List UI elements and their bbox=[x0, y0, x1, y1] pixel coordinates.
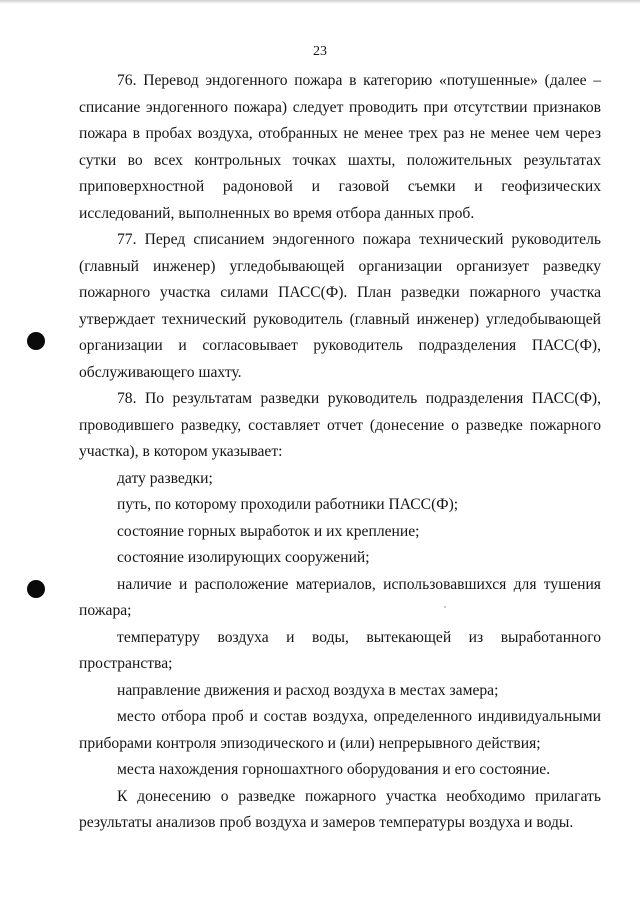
list-item: место отбора проб и состав воздуха, определенного индивидуальными приборами контроля эпизодического и (или) непрерывного действия; bbox=[79, 708, 601, 752]
list-item: состояние горных выработок и их крепление; bbox=[117, 522, 420, 540]
list-item: направление движения и расход воздуха в местах замера; bbox=[117, 681, 499, 699]
punch-hole bbox=[27, 332, 45, 350]
list-item: дату разведки; bbox=[117, 469, 213, 487]
punch-hole bbox=[27, 580, 45, 598]
list-item: наличие и расположение материалов, использовавшихся для тушения пожара; bbox=[79, 575, 601, 619]
list-item: путь, по которому проходили работники ПАСС(Ф); bbox=[117, 496, 459, 513]
list-item: температуру воздуха и воды, вытекающей из выработанного пространства; bbox=[79, 628, 601, 672]
page-number: 23 bbox=[313, 44, 327, 59]
paragraph-77: 77. Перед списанием эндогенного пожара технический руководитель (главный инженер) угледобывающей организации организует разведку пожарного участка силами ПАСС(Ф). План разведки пожарного участка утверждает технический руководитель (главный инженер) угледобывающей организации и согласовывает руководитель подразделения ПАСС(Ф), обслуживающего шахту. bbox=[79, 231, 601, 381]
document-body bbox=[79, 68, 601, 837]
paragraph-76: 76. Перевод эндогенного пожара в категорию «потушенные» (далее – списание эндогенного пожара) следует проводить при отсутствии признаков пожара в пробах воздуха, отобранных не менее трех раз не менее чем через сутки во всех контрольных точках шахты, положительных результатах приповерхностной радоновой и газовой съемки и геофизических исследований, выполненных во время отбора данных проб. bbox=[79, 72, 601, 222]
scan-edge bbox=[0, 0, 640, 4]
list-item: состояние изолирующих сооружений; bbox=[117, 549, 370, 566]
list-item: места нахождения горношахтного оборудования и его состояние. bbox=[117, 761, 551, 778]
closing-paragraph: К донесению о разведке пожарного участка необходимо прилагать результаты анализов проб воздуха и замеров температуры воздуха и воды. bbox=[79, 787, 601, 831]
paragraph-78: 78. По результатам разведки руководитель подразделения ПАСС(Ф), проводившего разведку, составляет отчет (донесение о разведке пожарного участка), в котором указывает: bbox=[79, 390, 601, 460]
